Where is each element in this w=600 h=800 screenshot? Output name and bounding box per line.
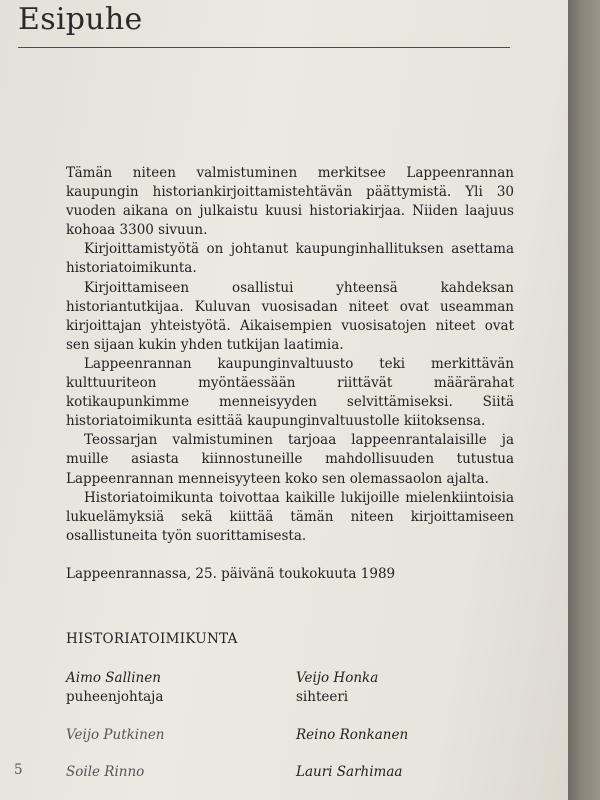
page-number: 5 (14, 762, 23, 778)
paragraph: Lappeenrannan kaupunginvaltuusto teki merkittävän kulttuuriteon myöntäessään riittävät määrärahat kotikaupunkimme menneisyyden selvittämiseksi. Siitä historiatoimikunta esittää kaupunginvaltuustolle kiitoksensa. (66, 355, 514, 430)
member-name: Veijo Honka (296, 670, 379, 686)
committee-member (66, 763, 144, 782)
committee-member (296, 726, 408, 745)
preface-body (66, 164, 514, 546)
committee-heading: HISTORIATOIMIKUNTA (66, 631, 238, 647)
committee-member (66, 669, 163, 707)
member-name: Veijo Putkinen (66, 727, 165, 743)
paragraph: Historiatoimikunta toivottaa kaikille lukijoille mielenkiintoisia lukuelämyksiä sekä kiittää tämän niteen kirjoittamiseen osallistuneita työn suorittamisesta. (66, 489, 514, 544)
member-name: Soile Rinno (66, 764, 145, 780)
paragraph: Kirjoittamiseen osallistui yhteensä kahdeksan historiantutkijaa. Kuluvan vuosisadan niteet ovat useamman kirjoittajan yhteistyötä. Aikaisempien vuosisatojen niteet ovat sen sijaan kukin yhden tutkijan laatimia. (66, 279, 514, 353)
place-date-line: Lappeenrannassa, 25. päivänä toukokuuta 1989 (66, 566, 396, 582)
title-underline (18, 47, 510, 48)
member-role: sihteeri (296, 689, 349, 705)
book-spine-shadow (568, 0, 600, 800)
paragraph: Tämän niteen valmistuminen merkitsee Lappeenrannan kaupungin historiankirjoittamistehtävän päättymistä. Yli 30 vuoden aikana on julkaistu kuusi historiakirjaa. Niiden laajuus kohoaa 3300 sivuun. (66, 165, 514, 239)
page-title: Esipuhe (18, 2, 143, 37)
paragraph: Kirjoittamistyötä on johtanut kaupunginhallituksen asettama historiatoimikunta. (66, 241, 514, 277)
committee-member (66, 726, 165, 745)
member-name: Aimo Sallinen (66, 670, 161, 686)
committee-member (296, 669, 378, 707)
member-role: puheenjohtaja (66, 689, 164, 705)
committee-member (296, 763, 402, 782)
member-name: Lauri Sarhimaa (296, 764, 403, 780)
member-name: Reino Ronkanen (296, 727, 409, 743)
paragraph: Teossarjan valmistuminen tarjoaa lappeenrantalaisille ja muille asiasta kiinnostuneille mahdollisuuden tutustua Lappeenrannan menneisyyteen koko sen olemassaolon ajalta. (66, 432, 514, 487)
